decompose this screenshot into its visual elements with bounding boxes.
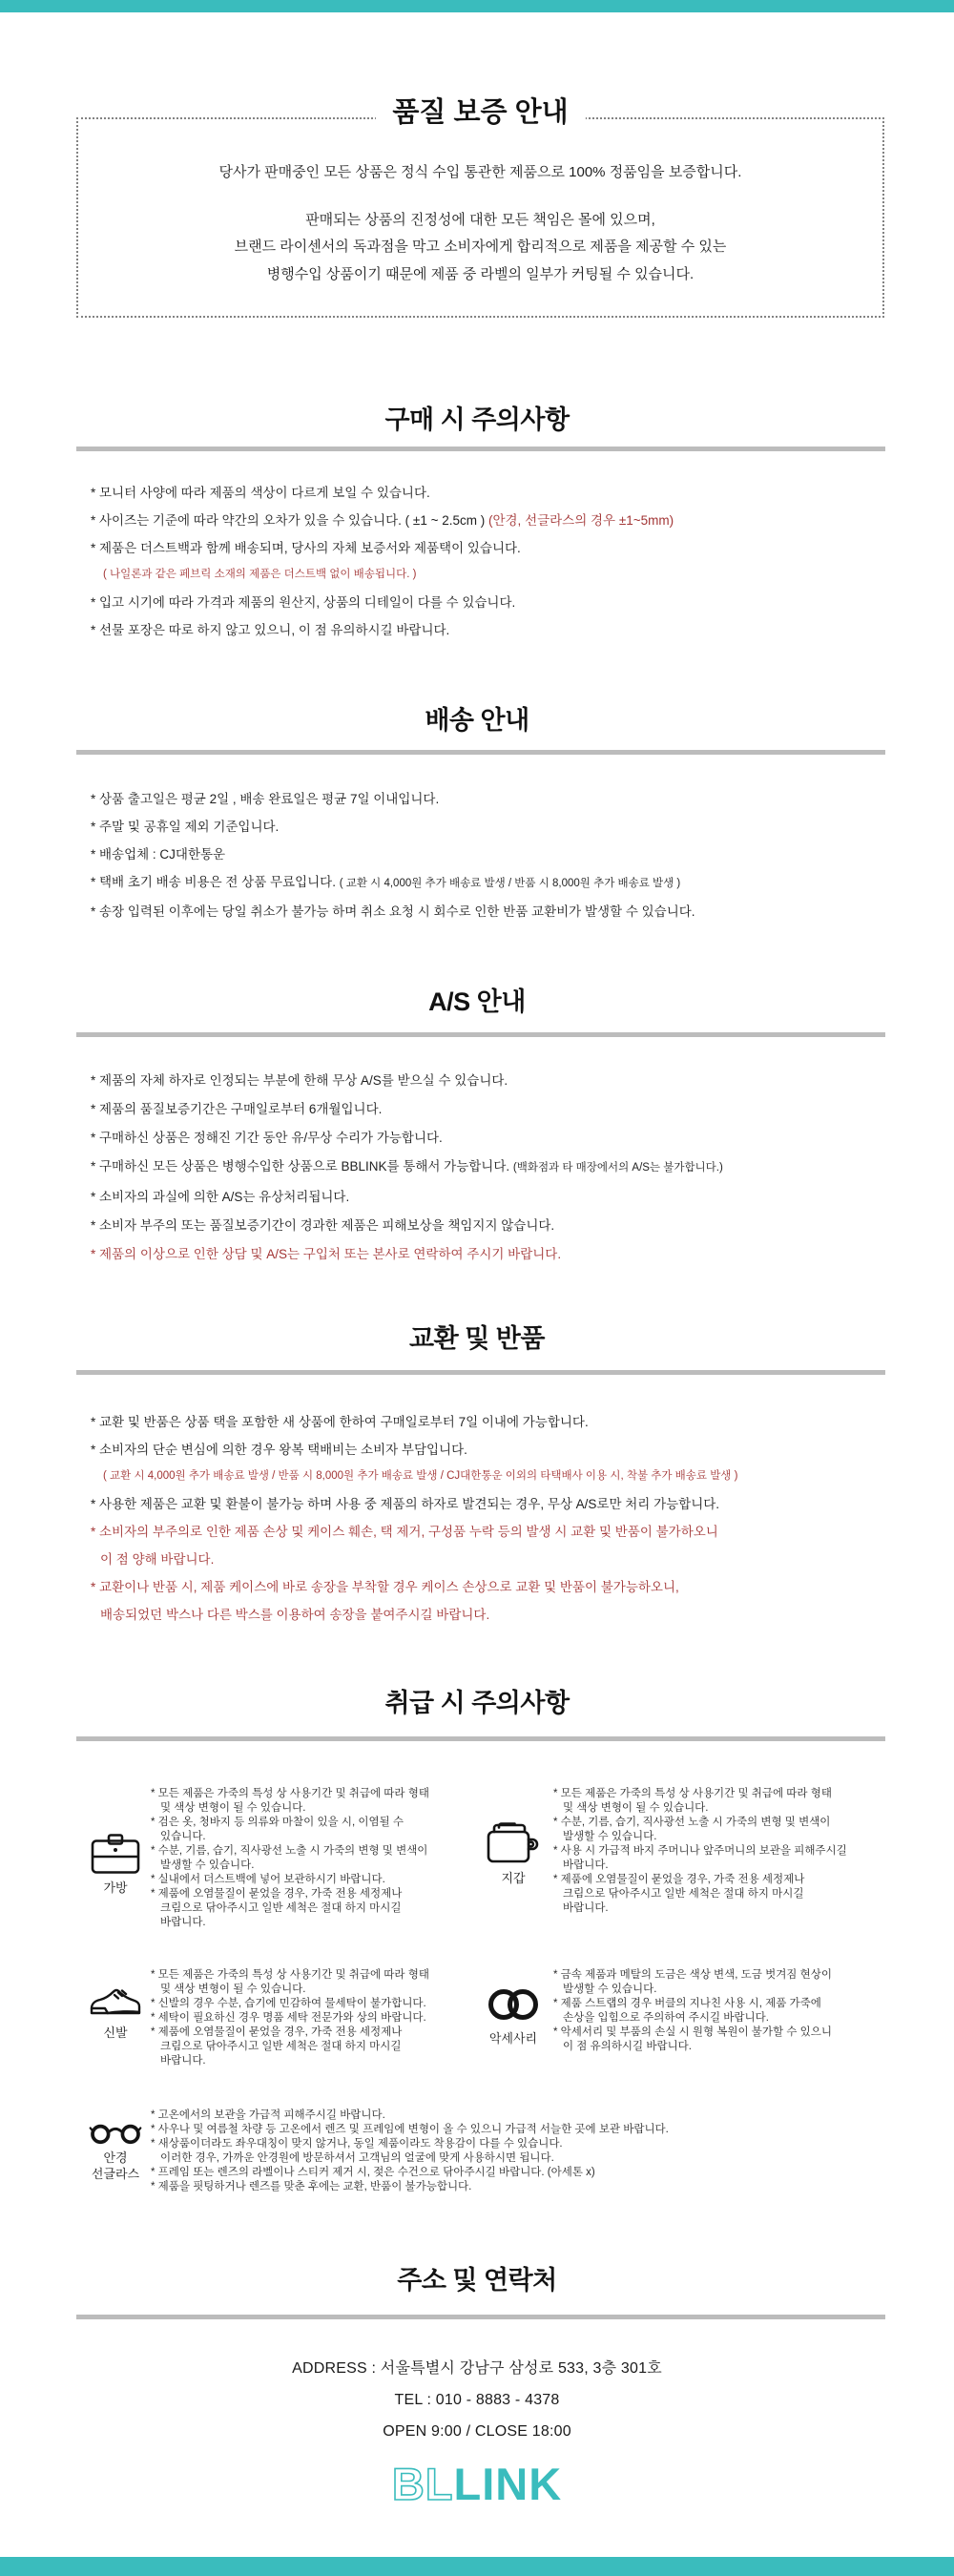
notice-line — [91, 874, 940, 892]
care-line: 이 점 유의하시길 바랍니다. — [563, 2041, 692, 2052]
notice-red-line: * 소비자의 부주의로 인한 제품 손상 및 케이스 훼손, 택 제거, 구성품 누락 등의 발생 시 교환 및 반품이 불가하오니 — [91, 1525, 718, 1539]
notice-line: * 선물 포장은 따로 하지 않고 있으니, 이 점 유의하시길 바랍니다. — [91, 623, 450, 637]
quality-guarantee-title: 품질 보증 안내 — [375, 95, 585, 130]
bllink-logo — [0, 2459, 954, 2509]
accessories-icon-cell — [473, 1984, 553, 2046]
care-line: * 제품 스트랩의 경우 버클의 지나친 사용 시, 제품 가죽에 — [553, 1998, 821, 2009]
notice-line: * 사용한 제품은 교환 및 환불이 불가능 하며 사용 중 제품의 하자로 발견되는 경우, 무상 A/S로만 처리 가능합니다. — [91, 1497, 720, 1511]
exchange-section-title: 교환 및 반품 — [409, 1324, 545, 1353]
shipping-items — [91, 791, 940, 931]
care-line: * 금속 제품과 메탈의 도금은 색상 변색, 도금 벗겨짐 현상이 — [553, 1969, 832, 1981]
quality-guarantee-box — [76, 97, 884, 318]
care-line: * 제품을 핏팅하거나 렌즈를 맞춘 후에는 교환, 반품이 불가능합니다. — [151, 2181, 472, 2192]
care-line: * 사우나 및 여름철 차량 등 고온에서 렌즈 및 프레임에 변형이 올 수 있으니 가급적 서늘한 곳에 보관 바랍니다. — [151, 2124, 669, 2135]
as-section-title: A/S 안내 — [428, 987, 526, 1016]
purchase-items — [91, 485, 940, 650]
care-line: 크림으로 닦아주시고 일반 세척은 절대 하지 마시길 — [160, 1902, 402, 1914]
notice-red-subnote: ( 나일론과 같은 페브릭 소재의 제품은 더스트백 없이 배송됩니다. ) — [103, 569, 417, 580]
exchange-items — [91, 1414, 940, 1634]
notice-line — [91, 1158, 940, 1176]
handling-block-shoes — [52, 1968, 463, 2068]
wallet-icon — [473, 1821, 553, 1865]
handling-section-title: 취급 시 주의사항 — [384, 1689, 570, 1717]
top-accent-bar — [0, 0, 954, 12]
shoes-icon-cell — [75, 1985, 156, 2041]
care-line: 바랍니다. — [160, 1917, 206, 1928]
care-line: * 신발의 경우 수분, 습기에 민감하여 물세탁이 불가합니다. — [151, 1998, 426, 2009]
notice-line: * 교환 및 반품은 상품 택을 포함한 새 상품에 한하여 구매일로부터 7일 이내에 가능합니다. — [91, 1415, 589, 1429]
bag-notes — [151, 1787, 463, 1930]
care-line: 및 색상 변형이 될 수 있습니다. — [563, 1802, 709, 1814]
rings-icon — [473, 1984, 553, 2025]
notice-line: * 소비자의 과실에 의한 A/S는 유상처리됩니다. — [91, 1190, 350, 1204]
section-divider — [76, 1370, 885, 1375]
care-line: * 수분, 기름, 습기, 직사광선 노출 시 가죽의 변형 및 변색이 — [151, 1845, 428, 1857]
notice-small-note: ( 교환 시 4,000원 추가 배송료 발생 / 반품 시 8,000원 추가 배송료 발생 ) — [339, 878, 681, 889]
as-items — [91, 1072, 940, 1275]
section-divider — [76, 2315, 885, 2319]
care-line: * 악세서리 및 부품의 손실 시 원형 복원이 불가할 수 있으니 — [553, 2026, 832, 2038]
shoes-label: 신발 — [103, 2025, 128, 2040]
notice-small-note: (백화점과 타 매장에서의 A/S는 불가합니다.) — [512, 1162, 723, 1174]
handling-block-bag — [52, 1787, 463, 1930]
notice-line: * 제품의 품질보증기간은 구매일로부터 6개월입니다. — [91, 1102, 383, 1116]
notice-red-line: 배송되었던 박스나 다른 박스를 이용하여 송장을 붙여주시길 바랍니다. — [100, 1608, 490, 1622]
care-line: * 실내에서 더스트백에 넣어 보관하시기 바랍니다. — [151, 1874, 385, 1885]
section-divider — [76, 1736, 885, 1741]
bag-icon-cell — [75, 1833, 156, 1896]
notice-line: * 구매하신 상품은 정해진 기간 동안 유/무상 수리가 가능합니다. — [91, 1131, 443, 1145]
notice-red-subnote: ( 교환 시 4,000원 추가 배송료 발생 / 반품 시 8,000원 추가 배송료 발생 / CJ대한통운 이외의 타택배사 이용 시, 착불 추가 배송료 발생 ) — [103, 1470, 738, 1482]
care-line: 크림으로 닦아주시고 일반 세척은 절대 하지 마시길 — [160, 2041, 402, 2052]
logo-solid-text: LINK — [453, 2459, 563, 2509]
care-line: 바랍니다. — [563, 1859, 609, 1871]
notice-line: * 소비자의 단순 변심에 의한 경우 왕복 택배비는 소비자 부담입니다. — [91, 1443, 467, 1457]
notice-text: * 택배 초기 배송 비용은 전 상품 무료입니다. — [91, 875, 340, 889]
care-line: 손상을 입힘으로 주의하여 주시길 바랍니다. — [563, 2012, 769, 2024]
handling-block-accessories — [467, 1968, 949, 2054]
notice-line: * 송장 입력된 이후에는 당일 취소가 불가능 하며 취소 요청 시 회수로 인한 반품 교환비가 발생할 수 있습니다. — [91, 904, 695, 919]
notice-line: * 상품 출고일은 평균 2일 , 배송 완료일은 평균 7일 이내입니다. — [91, 792, 440, 806]
notice-line: * 입고 시기에 따라 가격과 제품의 원산지, 상품의 디테일이 다를 수 있습니다. — [91, 595, 516, 610]
accessories-notes — [553, 1968, 949, 2054]
contact-tel: TEL : 010 - 8883 - 4378 — [394, 2392, 560, 2408]
bottom-accent-bar — [0, 2557, 954, 2576]
bag-label: 가방 — [103, 1880, 128, 1895]
section-divider — [76, 1032, 885, 1037]
care-line: 발생할 수 있습니다. — [563, 1984, 657, 1995]
notice-line: * 제품의 자체 하자로 인정되는 부분에 한해 무상 A/S를 받으실 수 있습니다. — [91, 1073, 508, 1088]
notice-red-note: (안경, 선글라스의 경우 ±1~5mm) — [487, 513, 674, 528]
care-line: * 세탁이 필요하신 경우 명품 세탁 전문가와 상의 바랍니다. — [151, 2012, 426, 2024]
care-line: * 프레임 또는 렌즈의 라벨이나 스티커 제거 시, 젖은 수건으로 닦아주시길 바랍니다. (아세톤 x) — [151, 2167, 595, 2178]
notice-line: * 주말 및 공휴일 제외 기준입니다. — [91, 820, 280, 834]
care-line: 있습니다. — [160, 1831, 206, 1842]
care-line: 발생할 수 있습니다. — [160, 1859, 255, 1871]
accessories-label: 악세사리 — [488, 2031, 538, 2046]
shipping-section-title: 배송 안내 — [425, 706, 529, 735]
care-line: 발생할 수 있습니다. — [563, 1831, 657, 1842]
notice-line: * 제품은 더스트백과 함께 배송되며, 당사의 자체 보증서와 제품택이 있습니다. — [91, 541, 521, 555]
briefcase-icon — [75, 1833, 156, 1875]
notice-red-line: * 제품의 이상으로 인한 상담 및 A/S는 구입처 또는 본사로 연락하여 주시기 바랍니다. — [91, 1247, 562, 1261]
wallet-notes — [553, 1787, 949, 1916]
contact-hours: OPEN 9:00 / CLOSE 18:00 — [383, 2423, 571, 2440]
section-divider — [76, 750, 885, 755]
care-line: * 수분, 기름, 습기, 직사광선 노출 시 가죽의 변형 및 변색이 — [553, 1817, 831, 1828]
care-line: 바랍니다. — [160, 2055, 206, 2067]
care-line: * 모든 제품은 가죽의 특성 상 사용기간 및 취급에 따라 형태 — [151, 1788, 429, 1799]
notice-line: * 소비자 부주의 또는 품질보증기간이 경과한 제품은 피해보상을 책임지지 않습니다. — [91, 1218, 555, 1233]
quality-line: 브랜드 라이센서의 독과점을 막고 소비자에게 합리적으로 제품을 제공할 수 있는 — [234, 239, 727, 255]
care-line: * 모든 제품은 가죽의 특성 상 사용기간 및 취급에 따라 형태 — [553, 1788, 832, 1799]
glasses-icon — [75, 2122, 156, 2145]
quality-line: 당사가 판매중인 모든 상품은 정식 수입 통관한 제품으로 100% 정품임을 보증합니다. — [218, 164, 742, 180]
purchase-section-title: 구매 시 주의사항 — [384, 405, 570, 434]
section-divider — [76, 447, 885, 451]
notice-red-line: 이 점 양해 바랍니다. — [100, 1552, 215, 1567]
care-line: * 제품에 오염물질이 묻었을 경우, 가죽 전용 세정제나 — [553, 1874, 805, 1885]
handling-block-wallet — [467, 1787, 949, 1916]
notice-line: * 모니터 사양에 따라 제품의 색상이 다르게 보일 수 있습니다. — [91, 486, 430, 500]
glasses-label: 안경 — [103, 2150, 128, 2165]
notice-red-line: * 교환이나 반품 시, 제품 케이스에 바로 송장을 부착할 경우 케이스 손상으로 교환 및 반품이 불가능하오니, — [91, 1580, 679, 1594]
care-line: 크림으로 닦아주시고 일반 세척은 절대 하지 마시길 — [563, 1888, 804, 1900]
shoe-icon — [75, 1985, 156, 2020]
care-line: 이러한 경우, 가까운 안경원에 방문하셔서 고객님의 얼굴에 맞게 사용하시면 됩니다. — [160, 2152, 554, 2164]
glasses-icon-cell — [75, 2122, 156, 2182]
care-line: 및 색상 변형이 될 수 있습니다. — [160, 1984, 306, 1995]
quality-line: 판매되는 상품의 진정성에 대한 모든 책임은 몰에 있으며, — [305, 212, 655, 228]
notice-line: * 배송업체 : CJ대한통운 — [91, 847, 226, 862]
wallet-icon-cell — [473, 1821, 553, 1886]
sunglasses-label: 선글라스 — [91, 2167, 140, 2181]
care-line: 및 색상 변형이 될 수 있습니다. — [160, 1802, 306, 1814]
contact-section-title: 주소 및 연락처 — [397, 2266, 557, 2295]
quality-line: 병행수입 상품이기 때문에 제품 중 라벨의 일부가 커팅될 수 있습니다. — [266, 266, 695, 282]
glasses-notes — [151, 2109, 940, 2194]
notice-text: * 구매하신 모든 상품은 병행수입한 상품으로 BBLINK를 통해서 가능합니다. — [91, 1159, 513, 1174]
care-line: * 제품에 오염물질이 묻었을 경우, 가죽 전용 세정제나 — [151, 2026, 403, 2038]
care-line: 바랍니다. — [563, 1902, 609, 1914]
care-line: * 고온에서의 보관을 가급적 피해주시길 바랍니다. — [151, 2109, 385, 2121]
notice-text: * 사이즈는 기준에 따라 약간의 오차가 있을 수 있습니다. ( ±1 ~ 2.5cm ) — [91, 513, 488, 528]
care-line: * 제품에 오염물질이 묻었을 경우, 가죽 전용 세정제나 — [151, 1888, 403, 1900]
wallet-label: 지갑 — [501, 1871, 526, 1885]
care-line: * 새상품이더라도 좌우대칭이 맞지 않거나, 동일 제품이라도 착용감이 다를 수 있습니다. — [151, 2138, 563, 2150]
contact-address: ADDRESS : 서울특별시 강남구 삼성로 533, 3층 301호 — [292, 2360, 662, 2377]
logo-outline-text: BL — [391, 2459, 454, 2509]
care-line: * 모든 제품은 가죽의 특성 상 사용기간 및 취급에 따라 형태 — [151, 1969, 429, 1981]
care-line: * 사용 시 가급적 바지 주머니나 앞주머니의 보관을 피해주시길 — [553, 1845, 847, 1857]
handling-block-glasses — [52, 2109, 940, 2194]
care-line: * 검은 옷, 청바지 등 의류와 마찰이 있을 시, 이염될 수 — [151, 1817, 404, 1828]
notice-line — [91, 512, 940, 529]
shoes-notes — [151, 1968, 463, 2068]
